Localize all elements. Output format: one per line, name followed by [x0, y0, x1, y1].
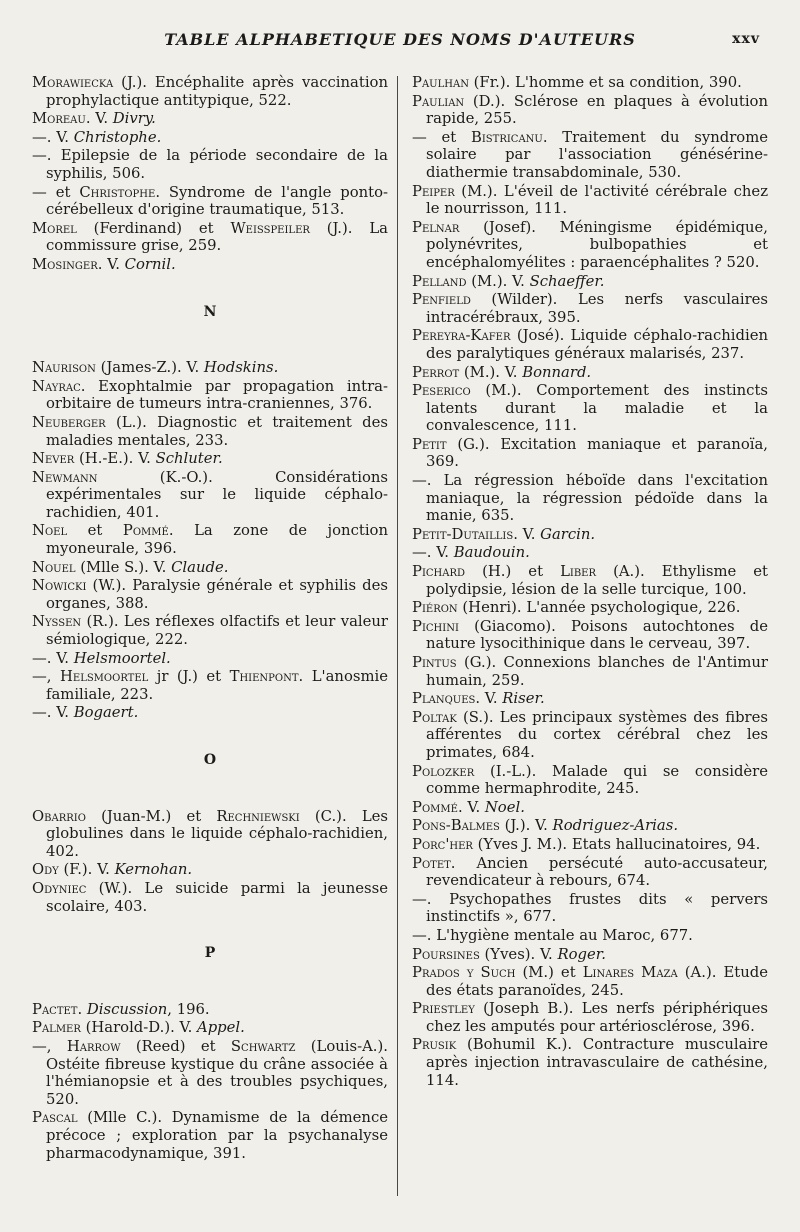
author-name: Liber: [560, 563, 597, 581]
entry-text: (A.). Ethylisme et polydipsie, lésion de la selle turcique, 100.: [426, 563, 768, 598]
page-header: [0, 26, 800, 56]
author-name: Paulian: [412, 92, 465, 110]
entry-text: . Syndrome de l'angle ponto-cérébelleux d'origine traumatique, 513.: [46, 183, 388, 219]
index-entry: [32, 469, 388, 522]
author-name: Nowicki: [32, 577, 87, 595]
index-entry: [412, 1000, 768, 1035]
cross-reference: Discussion: [86, 1000, 168, 1018]
index-entry: [412, 927, 768, 945]
index-entry: [32, 559, 388, 577]
cross-reference: Hodskins.: [203, 359, 279, 377]
author-name: Pommé: [412, 798, 458, 816]
index-entry: [412, 74, 768, 92]
index-entry: [32, 808, 388, 861]
entry-text: (James-Z.). V.: [95, 359, 204, 377]
index-entry: [32, 256, 388, 274]
entry-text: (Ferdinand) et: [76, 219, 231, 237]
index-entry: [412, 891, 768, 926]
entry-text: —. La régression héboïde dans l'excitation maniaque, la régression pédoïde dans la manie, 635.: [412, 472, 768, 525]
entry-text: (Fr.). L'homme et sa condition, 390.: [468, 74, 742, 91]
entry-text: (D.). Sclérose en plaques à évolution rapide, 255.: [426, 92, 768, 128]
author-name: Ody: [32, 861, 59, 879]
author-name: Poltak: [412, 708, 457, 726]
author-name: Moreau: [32, 110, 86, 128]
index-entry: [412, 219, 768, 272]
index-entry: [32, 704, 388, 722]
author-name: Priestley: [412, 1000, 475, 1018]
author-name: Weisspeiler: [230, 219, 310, 237]
entry-text: —,: [32, 1037, 67, 1055]
index-entry: [412, 855, 768, 890]
entry-text: (Wilder). Les nerfs vasculaires intracérébraux, 395.: [426, 291, 768, 326]
entry-text: (Yves). V.: [479, 945, 558, 963]
index-entry: [412, 946, 768, 964]
index-entry: [412, 799, 768, 817]
author-name: Nayrac: [32, 377, 81, 395]
author-name: Penfield: [412, 291, 471, 309]
index-entry: [412, 763, 768, 798]
index-entry: [412, 183, 768, 218]
entry-text: (Joseph B.). Les nerfs périphériques chez les amputés pour artériosclérose, 396.: [426, 1000, 768, 1035]
left-column: [32, 74, 388, 1163]
cross-reference: Kernohan.: [114, 861, 193, 879]
index-entry: [32, 220, 388, 255]
index-entry: [412, 709, 768, 762]
index-entry: [32, 1001, 388, 1019]
index-entry: [412, 273, 768, 291]
entry-text: —. Epilepsie de la période secondaire de la syphilis, 506.: [32, 147, 388, 182]
author-name: Perrot: [412, 363, 460, 381]
cross-reference: Schaeffer.: [529, 272, 605, 290]
entry-text: . V.: [97, 255, 125, 273]
entry-text: (José). Liquide céphalo-rachidien des paralytiques généraux malarisés, 237.: [426, 327, 768, 362]
author-name: Bistricanu: [470, 128, 543, 146]
author-name: Odyniec: [32, 879, 87, 897]
entry-text: —. L'hygiène mentale au Maroc, 677.: [412, 926, 693, 944]
entry-text: et: [67, 522, 123, 540]
author-name: Pommé: [122, 522, 169, 540]
author-name: Noel: [32, 522, 68, 540]
index-entry: [32, 184, 388, 219]
cross-reference: Christophe.: [73, 128, 162, 146]
index-entry: [32, 880, 388, 915]
author-name: Prados y Such: [412, 964, 516, 982]
author-name: Petit: [412, 435, 447, 453]
index-entry: [412, 327, 768, 362]
author-name: Peserico: [412, 382, 471, 400]
entry-text: (Louis-A.). Ostéite fibreuse kystique du crâne associée à l'hémianopsie et à des troubles psychiques, 520.: [46, 1037, 388, 1108]
entry-text: (H.-E.). V.: [74, 450, 156, 468]
index-entry: [412, 129, 768, 182]
author-name: Polozker: [412, 762, 475, 780]
entry-text: . Traitement du syndrome solaire par l'association génésérine-diathermie transabdominale, 530.: [426, 128, 768, 181]
index-entry: [412, 526, 768, 544]
index-entry: [412, 436, 768, 471]
cross-reference: Divry.: [112, 110, 156, 128]
index-entry: [412, 1036, 768, 1089]
author-name: Pichard: [412, 563, 466, 581]
cross-reference: Rodriguez-Arias.: [552, 817, 679, 835]
entry-text: . V.: [85, 110, 113, 128]
cross-reference: Baudouin.: [453, 544, 530, 562]
author-name: Planques: [412, 690, 476, 708]
right-column: [412, 74, 768, 1090]
index-entry: [32, 110, 388, 128]
author-name: Pascal: [32, 1109, 78, 1127]
author-name: Poursines: [412, 945, 480, 963]
author-name: Pereyra-Kafer: [412, 327, 511, 345]
entry-text: (Mlle S.). V.: [75, 558, 172, 576]
entry-text: (M.). Comportement des instincts latents durant la maladie et la convalescence, 111.: [426, 382, 768, 435]
entry-text: — et: [32, 183, 80, 201]
index-entry: [412, 690, 768, 708]
entry-text: (Yves J. M.). Etats hallucinatoires, 94.: [472, 835, 761, 853]
entry-text: , 196.: [167, 1000, 210, 1018]
entry-text: (F.). V.: [58, 861, 115, 879]
cross-reference: Cornil.: [124, 255, 176, 273]
author-name: Christophe: [79, 183, 156, 201]
entry-text: . V.: [475, 690, 503, 708]
entry-text: . L'anosmie familiale, 223.: [46, 668, 388, 703]
entry-text: (Reed) et: [120, 1037, 231, 1055]
index-entry: [412, 618, 768, 653]
author-name: Pactet: [32, 1000, 78, 1018]
entry-text: (C.). Les globulines dans le liquide céphalo-rachidien, 402.: [46, 807, 388, 860]
entry-text: (R.). Les réflexes olfactifs et leur valeur sémiologique, 222.: [46, 613, 388, 649]
running-title: TABLE ALPHABETIQUE DES NOMS D'AUTEURS: [164, 30, 636, 49]
entry-text: (Bohumil K.). Contracture musculaire après injection intravasculaire de cathésine, 114.: [426, 1036, 768, 1089]
author-name: Nyssen: [32, 613, 82, 631]
author-name: Piéron: [412, 599, 458, 617]
author-name: Peiper: [412, 182, 455, 200]
entry-text: (M.). V.: [466, 272, 530, 290]
entry-text: . Exophtalmie par propagation intra-orbitaire de tumeurs intra-craniennes, 376.: [46, 377, 388, 413]
cross-reference: Claude.: [171, 558, 229, 576]
entry-text: . V.: [457, 798, 485, 816]
cross-reference: Noel.: [484, 798, 525, 816]
entry-text: (J.). La commissure grise, 259.: [46, 219, 388, 255]
entry-text: (W.). Paralysie générale et syphilis des organes, 388.: [46, 577, 388, 612]
column-divider: [397, 76, 398, 1196]
entry-text: (L.). Diagnostic et traitement des maladies mentales, 233.: [46, 413, 388, 449]
entry-text: (Juan-M.) et: [85, 807, 217, 825]
author-name: Prusik: [412, 1036, 457, 1054]
author-name: Pelnar: [412, 218, 460, 236]
entry-text: — et: [412, 128, 471, 146]
cross-reference: Riser.: [502, 690, 545, 708]
author-name: Neuberger: [32, 413, 106, 431]
entry-text: (Harold-D.). V.: [80, 1019, 198, 1037]
index-entry: [412, 382, 768, 435]
cross-reference: Bonnard.: [522, 363, 592, 381]
entry-text: —. V.: [32, 128, 74, 146]
index-entry: [32, 1038, 388, 1108]
entry-text: (I.-L.). Malade qui se considère comme hermaphrodite, 245.: [426, 762, 768, 798]
index-entry: [32, 147, 388, 182]
entry-text: . La zone de jonction myoneurale, 396.: [46, 522, 388, 558]
index-entry: [412, 964, 768, 999]
entry-text: (J.). V.: [499, 817, 553, 835]
index-entry: [32, 1019, 388, 1037]
entry-text: (S.). Les principaux systèmes des fibres afférentes du cortex cérébral chez les primates, 684.: [426, 708, 768, 761]
author-name: Newmann: [32, 468, 98, 486]
index-entry: [412, 472, 768, 525]
entry-text: (H.) et: [465, 563, 561, 581]
author-name: Never: [32, 450, 75, 468]
author-name: Pintus: [412, 654, 457, 671]
section-letter: O: [203, 752, 217, 768]
author-name: Mosinger: [32, 255, 98, 273]
entry-text: —. V.: [32, 649, 74, 667]
author-name: Linares Maza: [582, 964, 678, 982]
entry-text: —. V.: [32, 704, 74, 722]
index-entry: [32, 378, 388, 413]
cross-reference: Schluter.: [155, 450, 223, 468]
entry-text: (M.) et: [515, 964, 583, 982]
index-entry: [32, 668, 388, 703]
cross-reference: Garcin.: [540, 525, 596, 543]
index-entry: [32, 861, 388, 879]
entry-text: jr (J.) et: [148, 668, 230, 686]
author-name: Pons-Balmes: [412, 817, 500, 835]
index-entry: [32, 1109, 388, 1162]
author-name: Morel: [32, 219, 77, 237]
entry-text: (M.). L'éveil de l'activité cérébrale chez le nourrisson, 111.: [426, 182, 768, 218]
index-entry: [412, 291, 768, 326]
section-letter: N: [203, 303, 217, 320]
index-entry: [412, 544, 768, 562]
index-entry: [412, 93, 768, 128]
cross-reference: Roger.: [557, 945, 606, 963]
author-name: Pelland: [412, 272, 467, 290]
author-name: Obarrio: [32, 807, 86, 825]
cross-reference: Bogaert.: [73, 704, 139, 722]
index-entry: [32, 522, 388, 557]
cross-reference: Helsmoortel.: [73, 649, 171, 667]
index-entry: [32, 74, 388, 109]
author-name: Naurison: [32, 359, 96, 377]
author-name: Harrow: [66, 1037, 121, 1055]
section-letter: P: [204, 945, 216, 962]
entry-text: . V.: [513, 525, 541, 543]
index-entry: [412, 599, 768, 617]
entry-text: —,: [32, 668, 60, 686]
page-number: xxv: [732, 31, 760, 47]
entry-text: (Giacomo). Poisons autochtones de nature lysocithinique dans le cerveau, 397.: [426, 617, 768, 653]
index-entry: [412, 836, 768, 854]
cross-reference: Appel.: [197, 1019, 245, 1037]
author-name: Paulhan: [412, 74, 469, 91]
author-name: Thienpont: [229, 668, 299, 686]
index-entry: [32, 450, 388, 468]
author-name: Schwartz: [230, 1037, 296, 1055]
author-name: Potet: [412, 854, 451, 872]
index-entry: [32, 359, 388, 377]
index-entry: [32, 577, 388, 612]
entry-text: (Josef). Méningisme épidémique, polynévrites, bulbopathies et encéphalomyélites : paraencéphalites ? 520.: [426, 218, 768, 271]
author-name: Nouel: [32, 558, 76, 576]
index-entry: [412, 654, 768, 689]
entry-text: (G.). Connexions blanches de l'Antimur humain, 259.: [426, 654, 768, 689]
author-name: Helsmoortel: [59, 668, 149, 686]
index-entry: [412, 364, 768, 382]
index-entry: [412, 817, 768, 835]
author-name: Rechniewski: [216, 807, 300, 825]
index-entry: [32, 650, 388, 668]
entry-text: (Mlle C.). Dynamisme de la démence précoce ; exploration par la psychanalyse pharmacodynamique, 391.: [46, 1109, 388, 1162]
entry-text: —. V.: [412, 544, 454, 562]
author-name: Palmer: [32, 1019, 81, 1037]
entry-text: (A.). Etude des états paranoïdes, 245.: [426, 964, 768, 999]
entry-text: (Henri). L'année psychologique, 226.: [457, 599, 741, 617]
entry-text: (G.). Excitation maniaque et paranoïa, 369.: [426, 435, 768, 471]
entry-text: (M.). V.: [459, 363, 523, 381]
author-name: Pichini: [412, 617, 459, 635]
index-entry: [32, 414, 388, 449]
entry-text: (W.). Le suicide parmi la jeunesse scolaire, 403.: [46, 879, 388, 915]
entry-text: . Ancien persécuté auto-accusateur, revendicateur à rebours, 674.: [426, 854, 768, 890]
index-entry: [32, 129, 388, 147]
author-name: Porc'her: [412, 835, 473, 853]
entry-text: (J.). Encéphalite après vaccination prophylactique antitypique, 522.: [46, 74, 388, 109]
entry-text: .: [77, 1000, 87, 1018]
author-name: Petit-Dutaillis: [412, 525, 514, 543]
author-name: Morawiecka: [32, 74, 114, 91]
entry-text: —. Psychopathes frustes dits « pervers instinctifs », 677.: [412, 890, 768, 926]
index-entry: [32, 613, 388, 648]
index-entry: [412, 563, 768, 598]
entry-text: (K.-O.). Considérations expérimentales sur le liquide céphalo-rachidien, 401.: [46, 468, 388, 521]
